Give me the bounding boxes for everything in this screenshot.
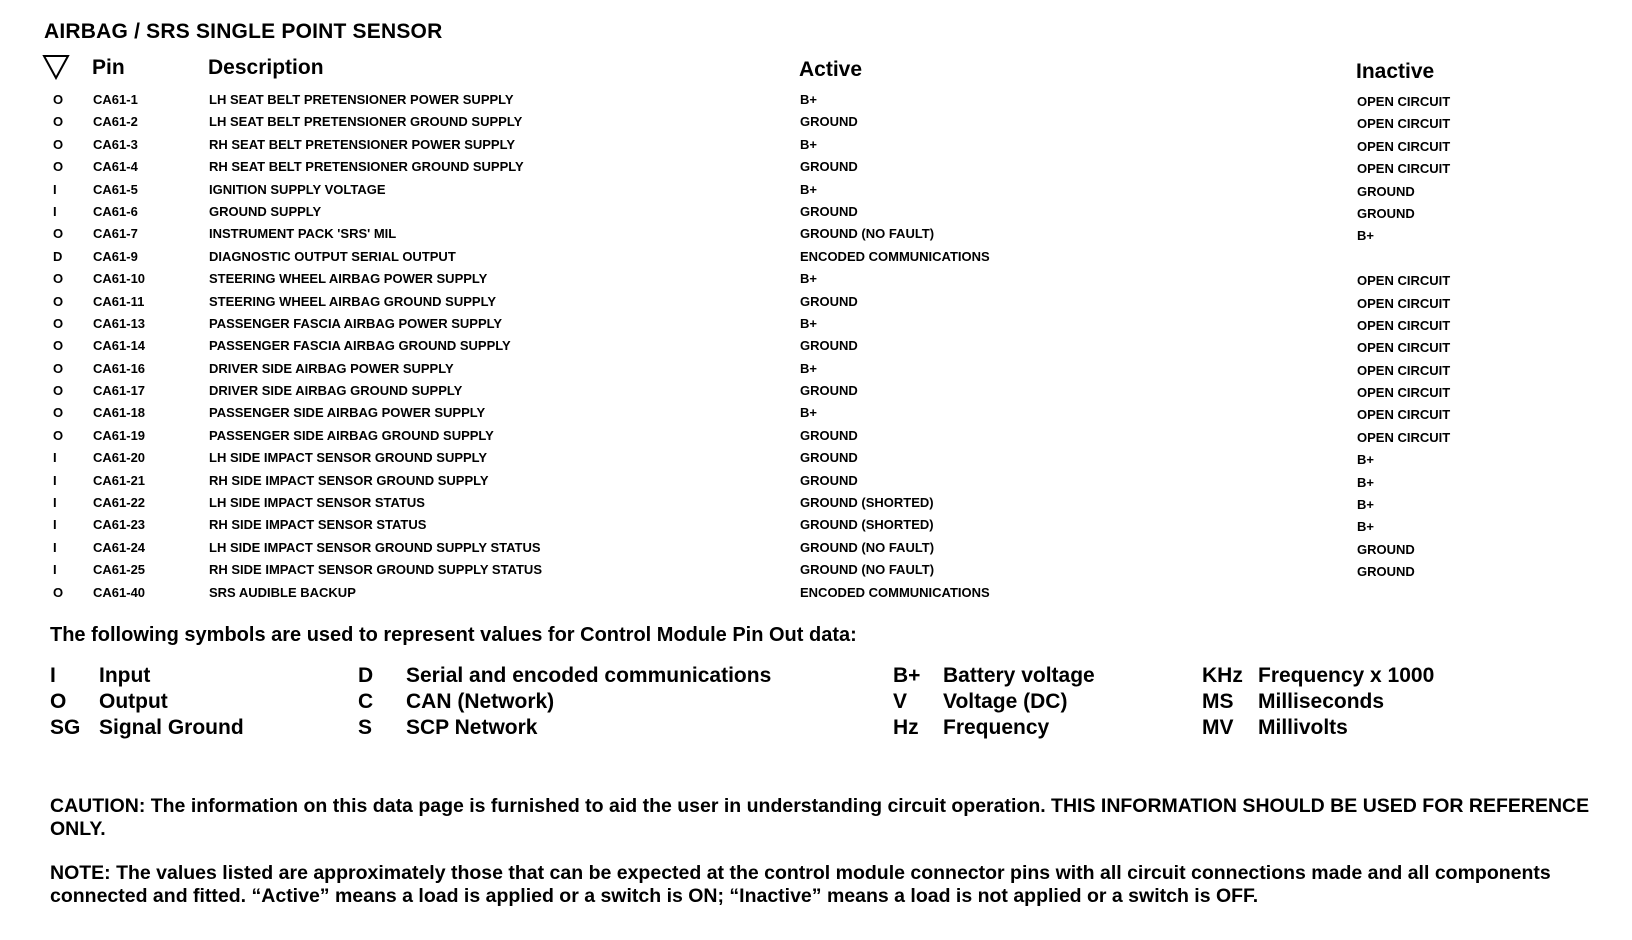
legend-symbol: B+ xyxy=(893,664,921,687)
active-value: GROUND (SHORTED) xyxy=(800,517,934,533)
pin-id: CA61-1 xyxy=(93,92,138,107)
inactive-value: OPEN CIRCUIT xyxy=(1357,273,1451,289)
inactive-value: OPEN CIRCUIT xyxy=(1357,161,1451,177)
pin-type: O xyxy=(53,114,64,130)
legend-meaning: Milliseconds xyxy=(1258,690,1385,713)
pin-type: I xyxy=(53,203,57,219)
inactive-value: OPEN CIRCUIT xyxy=(1357,116,1451,132)
pin-id: CA61-40 xyxy=(93,584,146,600)
active-value: B+ xyxy=(800,136,817,152)
pin-id: CA61-22 xyxy=(93,495,146,511)
pin-id: CA61-7 xyxy=(93,226,138,242)
table-row xyxy=(0,290,1632,312)
pin-type: O xyxy=(53,92,64,107)
pin-id: CA61-2 xyxy=(93,114,138,130)
pin-id: CA61-16 xyxy=(93,360,146,376)
pin-description: RH SEAT BELT PRETENSIONER POWER SUPPLY xyxy=(209,136,516,152)
active-value: B+ xyxy=(800,181,817,197)
pin-description: RH SIDE IMPACT SENSOR STATUS xyxy=(209,517,427,533)
pin-description: STEERING WHEEL AIRBAG POWER SUPPLY xyxy=(209,271,488,287)
legend-meaning: Millivolts xyxy=(1258,716,1348,739)
legend-symbol: SG xyxy=(50,716,81,739)
active-value: GROUND xyxy=(800,338,858,354)
table-row xyxy=(0,357,1632,379)
pin-id: CA61-5 xyxy=(93,181,138,197)
active-value: GROUND xyxy=(800,293,858,309)
pin-type: D xyxy=(53,248,63,264)
inactive-value: GROUND xyxy=(1357,205,1415,221)
pin-id: CA61-17 xyxy=(93,383,146,399)
active-value: GROUND (NO FAULT) xyxy=(800,562,935,578)
pin-description: LH SIDE IMPACT SENSOR GROUND SUPPLY STATUS xyxy=(209,539,541,555)
active-value: B+ xyxy=(800,271,817,287)
pin-type: I xyxy=(53,517,57,533)
pin-type: O xyxy=(53,427,64,443)
pin-id: CA61-14 xyxy=(93,338,146,354)
pin-table xyxy=(0,88,1632,603)
active-value: GROUND xyxy=(800,203,858,219)
inactive-value: OPEN CIRCUIT xyxy=(1357,362,1451,378)
pin-id: CA61-6 xyxy=(93,203,138,219)
active-value: GROUND xyxy=(800,450,858,466)
pin-description: DIAGNOSTIC OUTPUT SERIAL OUTPUT xyxy=(209,248,456,264)
inactive-value: B+ xyxy=(1357,519,1374,535)
pin-description: LH SEAT BELT PRETENSIONER POWER SUPPLY xyxy=(209,92,514,107)
legend-meaning: Frequency x 1000 xyxy=(1258,664,1435,687)
pin-id: CA61-24 xyxy=(93,539,146,555)
pin-description: GROUND SUPPLY xyxy=(209,203,322,219)
active-value: B+ xyxy=(800,315,817,331)
column-header-inactive: Inactive xyxy=(1356,60,1435,83)
pin-description: PASSENGER FASCIA AIRBAG GROUND SUPPLY xyxy=(209,338,511,354)
pin-type: O xyxy=(53,315,64,331)
active-value: B+ xyxy=(800,92,817,107)
inactive-value: OPEN CIRCUIT xyxy=(1357,317,1451,333)
pin-description: PASSENGER SIDE AIRBAG GROUND SUPPLY xyxy=(209,427,494,443)
pin-description: RH SIDE IMPACT SENSOR GROUND SUPPLY xyxy=(209,472,489,488)
caution-text: CAUTION: The information on this data page is furnished to aid the user in understanding circuit operation. THIS INFORMATION SHOULD BE USED FOR REFERENCE ONLY. xyxy=(50,795,1590,840)
active-value: GROUND xyxy=(800,159,858,175)
active-value: GROUND xyxy=(800,114,858,130)
table-row xyxy=(0,334,1632,356)
table-row xyxy=(0,222,1632,244)
pin-description: STEERING WHEEL AIRBAG GROUND SUPPLY xyxy=(209,293,496,309)
pin-description: INSTRUMENT PACK 'SRS' MIL xyxy=(209,226,397,242)
table-row xyxy=(0,424,1632,446)
legend-meaning: SCP Network xyxy=(406,716,538,739)
inactive-value: B+ xyxy=(1357,474,1374,490)
pin-id: CA61-4 xyxy=(93,159,138,175)
pin-type: O xyxy=(53,584,64,600)
column-header-description: Description xyxy=(208,56,324,79)
active-value: ENCODED COMMUNICATIONS xyxy=(800,248,990,264)
table-row xyxy=(0,446,1632,468)
pin-type: I xyxy=(53,495,57,511)
table-row xyxy=(0,401,1632,423)
pin-description: SRS AUDIBLE BACKUP xyxy=(209,584,356,600)
legend-symbol: I xyxy=(50,664,56,687)
legend-meaning: Serial and encoded communications xyxy=(406,664,772,687)
table-row xyxy=(0,513,1632,535)
inactive-value: OPEN CIRCUIT xyxy=(1357,295,1451,311)
pin-type: O xyxy=(53,293,64,309)
pin-id: CA61-21 xyxy=(93,472,146,488)
inactive-value: GROUND xyxy=(1357,183,1415,199)
pin-id: CA61-9 xyxy=(93,248,138,264)
table-row xyxy=(0,133,1632,155)
pin-id: CA61-13 xyxy=(93,315,146,331)
legend-meaning: Output xyxy=(99,690,168,713)
inactive-value: OPEN CIRCUIT xyxy=(1357,138,1451,154)
legend-symbol: C xyxy=(358,690,374,713)
legend-symbol: KHz xyxy=(1202,664,1243,687)
pin-type: O xyxy=(53,271,64,287)
table-row xyxy=(0,469,1632,491)
active-value: B+ xyxy=(800,405,817,421)
legend-meaning: Input xyxy=(99,664,151,687)
inactive-value: B+ xyxy=(1357,497,1374,513)
table-row xyxy=(0,581,1632,603)
pin-id: CA61-23 xyxy=(93,517,146,533)
table-row xyxy=(0,267,1632,289)
table-row xyxy=(0,536,1632,558)
table-row xyxy=(0,110,1632,132)
pin-id: CA61-19 xyxy=(93,427,146,443)
table-row xyxy=(0,88,1632,110)
active-value: GROUND xyxy=(800,427,858,443)
pin-type: I xyxy=(53,472,57,488)
pin-id: CA61-20 xyxy=(93,450,146,466)
table-row xyxy=(0,491,1632,513)
pin-id: CA61-11 xyxy=(93,293,145,309)
page-title: AIRBAG / SRS SINGLE POINT SENSOR xyxy=(44,20,443,43)
pin-description: LH SIDE IMPACT SENSOR GROUND SUPPLY xyxy=(209,450,488,466)
inactive-value: B+ xyxy=(1357,228,1374,244)
pin-type: I xyxy=(53,539,57,555)
pin-type: O xyxy=(53,136,64,152)
pin-description: IGNITION SUPPLY VOLTAGE xyxy=(209,181,386,197)
inactive-value: B+ xyxy=(1357,452,1374,468)
legend-meaning: Voltage (DC) xyxy=(943,690,1068,713)
table-row xyxy=(0,245,1632,267)
inactive-value: OPEN CIRCUIT xyxy=(1357,340,1451,356)
column-header-active: Active xyxy=(799,58,863,81)
pin-description: PASSENGER SIDE AIRBAG POWER SUPPLY xyxy=(209,405,486,421)
active-value: GROUND xyxy=(800,383,858,399)
pin-type: I xyxy=(53,450,57,466)
legend-symbol: O xyxy=(50,690,67,713)
pin-id: CA61-18 xyxy=(93,405,146,421)
legend-symbol: Hz xyxy=(893,716,919,739)
pin-id: CA61-25 xyxy=(93,562,146,578)
triangle-down-icon xyxy=(42,54,70,80)
legend-symbol: MS xyxy=(1202,690,1234,713)
legend-meaning: CAN (Network) xyxy=(406,690,555,713)
table-row xyxy=(0,558,1632,580)
table-row xyxy=(0,178,1632,200)
pin-type: O xyxy=(53,405,64,421)
inactive-value: OPEN CIRCUIT xyxy=(1357,94,1451,109)
pin-type: O xyxy=(53,360,64,376)
pin-description: LH SIDE IMPACT SENSOR STATUS xyxy=(209,495,425,511)
legend-symbol: S xyxy=(358,716,373,739)
inactive-value: OPEN CIRCUIT xyxy=(1357,429,1451,445)
pin-description: DRIVER SIDE AIRBAG POWER SUPPLY xyxy=(209,360,454,376)
pin-description: RH SIDE IMPACT SENSOR GROUND SUPPLY STATUS xyxy=(209,562,542,578)
pin-id: CA61-3 xyxy=(93,136,138,152)
active-value: GROUND (SHORTED) xyxy=(800,495,934,511)
pin-type: O xyxy=(53,338,64,354)
active-value: GROUND xyxy=(800,472,858,488)
legend-intro: The following symbols are used to represent values for Control Module Pin Out data: xyxy=(50,624,857,646)
pin-type: O xyxy=(53,159,64,175)
pin-type: O xyxy=(53,226,64,242)
pin-description: PASSENGER FASCIA AIRBAG POWER SUPPLY xyxy=(209,315,503,331)
active-value: GROUND (NO FAULT) xyxy=(800,539,935,555)
pin-id: CA61-10 xyxy=(93,271,146,287)
inactive-value: GROUND xyxy=(1357,541,1415,557)
pin-type: O xyxy=(53,383,64,399)
pin-description: RH SEAT BELT PRETENSIONER GROUND SUPPLY xyxy=(209,159,524,175)
active-value: ENCODED COMMUNICATIONS xyxy=(800,584,990,600)
inactive-value: OPEN CIRCUIT xyxy=(1357,407,1451,423)
column-header-pin: Pin xyxy=(92,56,125,79)
legend-symbol: MV xyxy=(1202,716,1234,739)
active-value: B+ xyxy=(800,360,817,376)
inactive-value: OPEN CIRCUIT xyxy=(1357,385,1451,401)
pin-type: I xyxy=(53,181,57,197)
active-value: GROUND (NO FAULT) xyxy=(800,226,935,242)
legend-meaning: Battery voltage xyxy=(943,664,1095,687)
table-row xyxy=(0,312,1632,334)
legend-meaning: Frequency xyxy=(943,716,1050,739)
table-row xyxy=(0,379,1632,401)
table-row xyxy=(0,200,1632,222)
note-text: NOTE: The values listed are approximately those that can be expected at the control module connector pins with all circuit connections made and all components connected and fitted. “Active” means a load is applied or a switch is ON; “Inactive” means a load is not applied or a switch is OFF. xyxy=(50,862,1551,907)
pin-type: I xyxy=(53,562,57,578)
pin-description: LH SEAT BELT PRETENSIONER GROUND SUPPLY xyxy=(209,114,523,130)
legend-symbol: D xyxy=(358,664,374,687)
pin-description: DRIVER SIDE AIRBAG GROUND SUPPLY xyxy=(209,383,463,399)
table-row xyxy=(0,155,1632,177)
inactive-value: GROUND xyxy=(1357,564,1415,580)
legend-meaning: Signal Ground xyxy=(99,716,244,739)
legend-symbol: V xyxy=(893,690,908,713)
